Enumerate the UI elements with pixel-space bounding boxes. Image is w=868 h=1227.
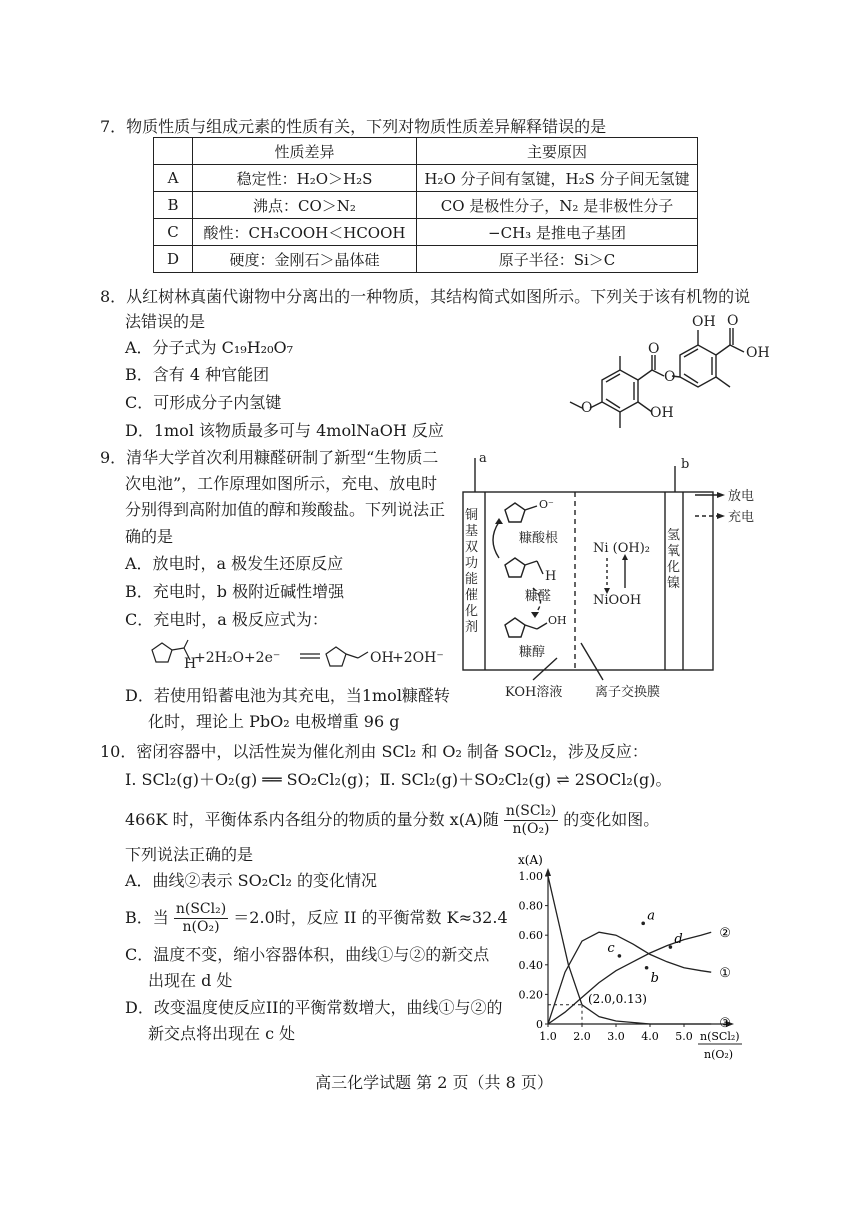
point-a	[641, 922, 645, 926]
table-row	[154, 219, 698, 246]
q8-option-c: C．可形成分子内氢键	[125, 393, 282, 412]
oh-label: OH	[650, 405, 674, 421]
equation-middle: +2H₂O+2e⁻	[194, 650, 281, 666]
o-label: O	[581, 400, 593, 416]
table-cell: 原子半径：Si＞C	[417, 246, 698, 273]
x-tick-label: 3.0	[607, 1030, 625, 1043]
o-label: O	[648, 341, 660, 357]
q10-stem: 10．密闭容器中，以活性炭为催化剂由 SCl₂ 和 O₂ 制备 SOCl₂，涉及反应：	[100, 742, 648, 761]
q9-stem: 次电池”，工作原理如图所示，充电、放电时	[125, 474, 438, 493]
ratio-fraction	[504, 803, 558, 838]
nioh2-label: Ni (OH)₂	[593, 541, 651, 556]
charge-label: 充电	[728, 510, 755, 525]
y-tick-label: 0.80	[518, 899, 543, 913]
table-cell: B	[154, 192, 193, 219]
table-header: 性质差异	[193, 138, 417, 165]
discharge-label: 放电	[728, 489, 755, 504]
q9-option-c: C．充电时，a 极反应式为：	[125, 610, 328, 629]
x-tick-label: 5.0	[675, 1030, 693, 1043]
ratio-numerator: n(SCl₂)	[505, 803, 557, 819]
left-electrode-label: 铜基双功能催化剂	[465, 508, 479, 635]
oh-label: OH	[548, 614, 567, 627]
point-label-a: a	[647, 908, 655, 924]
series-label-1: ①	[719, 966, 731, 982]
o-minus-label: O⁻	[539, 498, 554, 511]
q10-reactions: Ⅰ. SCl₂(g)＋O₂(g) ══ SO₂Cl₂(g)；Ⅱ. SCl₂(g)＋SO₂Cl₂(g) ⇌ 2SOCl₂(g)。	[125, 770, 672, 789]
table-cell: 硬度：金刚石＞晶体硅	[193, 246, 417, 273]
table-cell: −CH₃ 是推电子基团	[417, 219, 698, 246]
battery-diagram	[455, 448, 765, 728]
q7-table	[153, 137, 698, 273]
ratio-denominator: n(O₂)	[512, 821, 550, 837]
table-cell: CO 是极性分子，N₂ 是非极性分子	[417, 192, 698, 219]
y-tick-label: 0.40	[518, 958, 543, 972]
option-b-suffix: ＝2.0时，反应 II 的平衡常数 K≈32.4	[233, 908, 508, 927]
q9-stem: 分别得到高附加值的醇和羧酸盐。下列说法正	[125, 500, 446, 519]
series-label-3: ③	[719, 1016, 731, 1031]
o-label: O	[727, 313, 739, 329]
q8-option-b: B．含有 4 种官能团	[125, 365, 270, 384]
o-label: O	[664, 369, 676, 385]
q10-option-c-cont: 出现在 d 处	[148, 971, 233, 990]
furfural-label: 糠醛	[525, 589, 552, 604]
y-tick-label: 0.20	[518, 988, 543, 1002]
electrode-a-label: a	[479, 451, 487, 466]
q8-option-d: D．1mol 该物质最多可与 4molNaOH 反应	[125, 421, 444, 440]
table-cell: H₂O 分子间有氢键，H₂S 分子间无氢键	[417, 165, 698, 192]
niooh-label: NiOOH	[593, 593, 642, 608]
q8-structure	[560, 310, 780, 450]
series-label-2: ②	[719, 926, 731, 942]
x-tick-label: 1.0	[539, 1030, 557, 1043]
table-cell	[154, 138, 193, 165]
oh-label: OH	[370, 650, 394, 666]
koh-label: KOH溶液	[505, 685, 563, 700]
q10-option-c: C．温度不变，缩小容器体积，曲线①与②的新交点	[125, 945, 490, 964]
option-b-prefix: B．当	[125, 908, 169, 927]
table-row	[154, 165, 698, 192]
y-axis-label: x(A)	[518, 853, 543, 867]
y-tick-label: 0	[536, 1018, 543, 1031]
h-label: H	[545, 569, 557, 584]
oh-label: OH	[692, 314, 716, 330]
q9-option-b: B．充电时，b 极附近碱性增强	[125, 582, 345, 601]
table-cell: D	[154, 246, 193, 273]
table-header: 主要原因	[417, 138, 698, 165]
q10-option-d-cont: 新交点将出现在 c 处	[148, 1024, 296, 1043]
q10-line2	[125, 800, 659, 840]
table-cell: 稳定性：H₂O＞H₂S	[193, 165, 417, 192]
q9-stem: 确的是	[125, 527, 174, 546]
point-d	[669, 945, 673, 949]
q9-option-a: A．放电时，a 极发生还原反应	[125, 554, 344, 573]
q9-equation	[140, 638, 450, 678]
point-b	[645, 966, 649, 970]
point-annotation: (2.0,0.13)	[588, 991, 647, 1006]
right-electrode-label: 氢氧化镍	[667, 528, 681, 591]
q10-option-a: A．曲线②表示 SO₂Cl₂ 的变化情况	[125, 871, 377, 890]
q8-stem-cont: 法错误的是	[125, 312, 206, 331]
membrane-label: 离子交换膜	[595, 685, 661, 700]
h-label: H	[184, 656, 197, 672]
point-label-c: c	[607, 940, 615, 956]
point-c	[618, 954, 622, 958]
furoate-label: 糠酸根	[519, 531, 559, 546]
q10-chart	[508, 848, 758, 1070]
table-row	[154, 192, 698, 219]
q10-prompt: 下列说法正确的是	[125, 845, 254, 864]
x-axis-label-den: n(O₂)	[704, 1048, 734, 1061]
q8-option-a: A．分子式为 C₁₉H₂₀O₇	[125, 338, 294, 357]
x-tick-label: 2.0	[573, 1030, 591, 1043]
q10-option-d: D．改变温度使反应II的平衡常数增大，曲线①与②的	[125, 998, 503, 1017]
page-footer: 高三化学试题 第 2 页（共 8 页）	[315, 1073, 553, 1092]
x-axis-label-num: n(SCl₂)	[700, 1030, 740, 1043]
ratio-numerator: n(SCl₂)	[175, 901, 227, 917]
ratio-fraction	[174, 901, 228, 936]
q10-line2-text: 的变化如图。	[563, 810, 660, 829]
point-label-d: d	[674, 932, 683, 948]
ratio-denominator: n(O₂)	[182, 919, 220, 935]
y-tick-label: 0.60	[518, 929, 543, 943]
q7-stem: 7．物质性质与组成元素的性质有关，下列对物质性质差异解释错误的是	[100, 117, 607, 136]
table-cell: C	[154, 219, 193, 246]
q8-stem: 8．从红树林真菌代谢物中分离出的一种物质，其结构简式如图所示。下列关于该有机物的说	[100, 287, 751, 306]
q9-option-d-cont: 化时，理论上 PbO₂ 电极增重 96 g	[148, 712, 400, 731]
point-label-b: b	[650, 970, 659, 986]
x-tick-label: 4.0	[641, 1030, 659, 1043]
table-cell: 沸点：CO＞N₂	[193, 192, 417, 219]
q9-stem: 9．清华大学首次利用糠醛研制了新型“生物质二	[100, 448, 439, 467]
cooh-label: OH	[746, 345, 770, 361]
furfuryl-label: 糠醇	[519, 645, 546, 660]
q9-option-d: D．若使用铅蓄电池为其充电，当1mol糠醛转	[125, 686, 450, 705]
q10-line2-text: 466K 时，平衡体系内各组分的物质的量分数 x(A)随	[125, 810, 499, 829]
equation-right: +2OH⁻	[392, 650, 444, 666]
table-header-row	[154, 138, 698, 165]
table-cell: 酸性：CH₃COOH＜HCOOH	[193, 219, 417, 246]
table-row	[154, 246, 698, 273]
table-cell: A	[154, 165, 193, 192]
q10-option-b	[125, 898, 508, 938]
electrode-b-label: b	[681, 457, 690, 472]
y-tick-label: 1.00	[518, 870, 543, 883]
